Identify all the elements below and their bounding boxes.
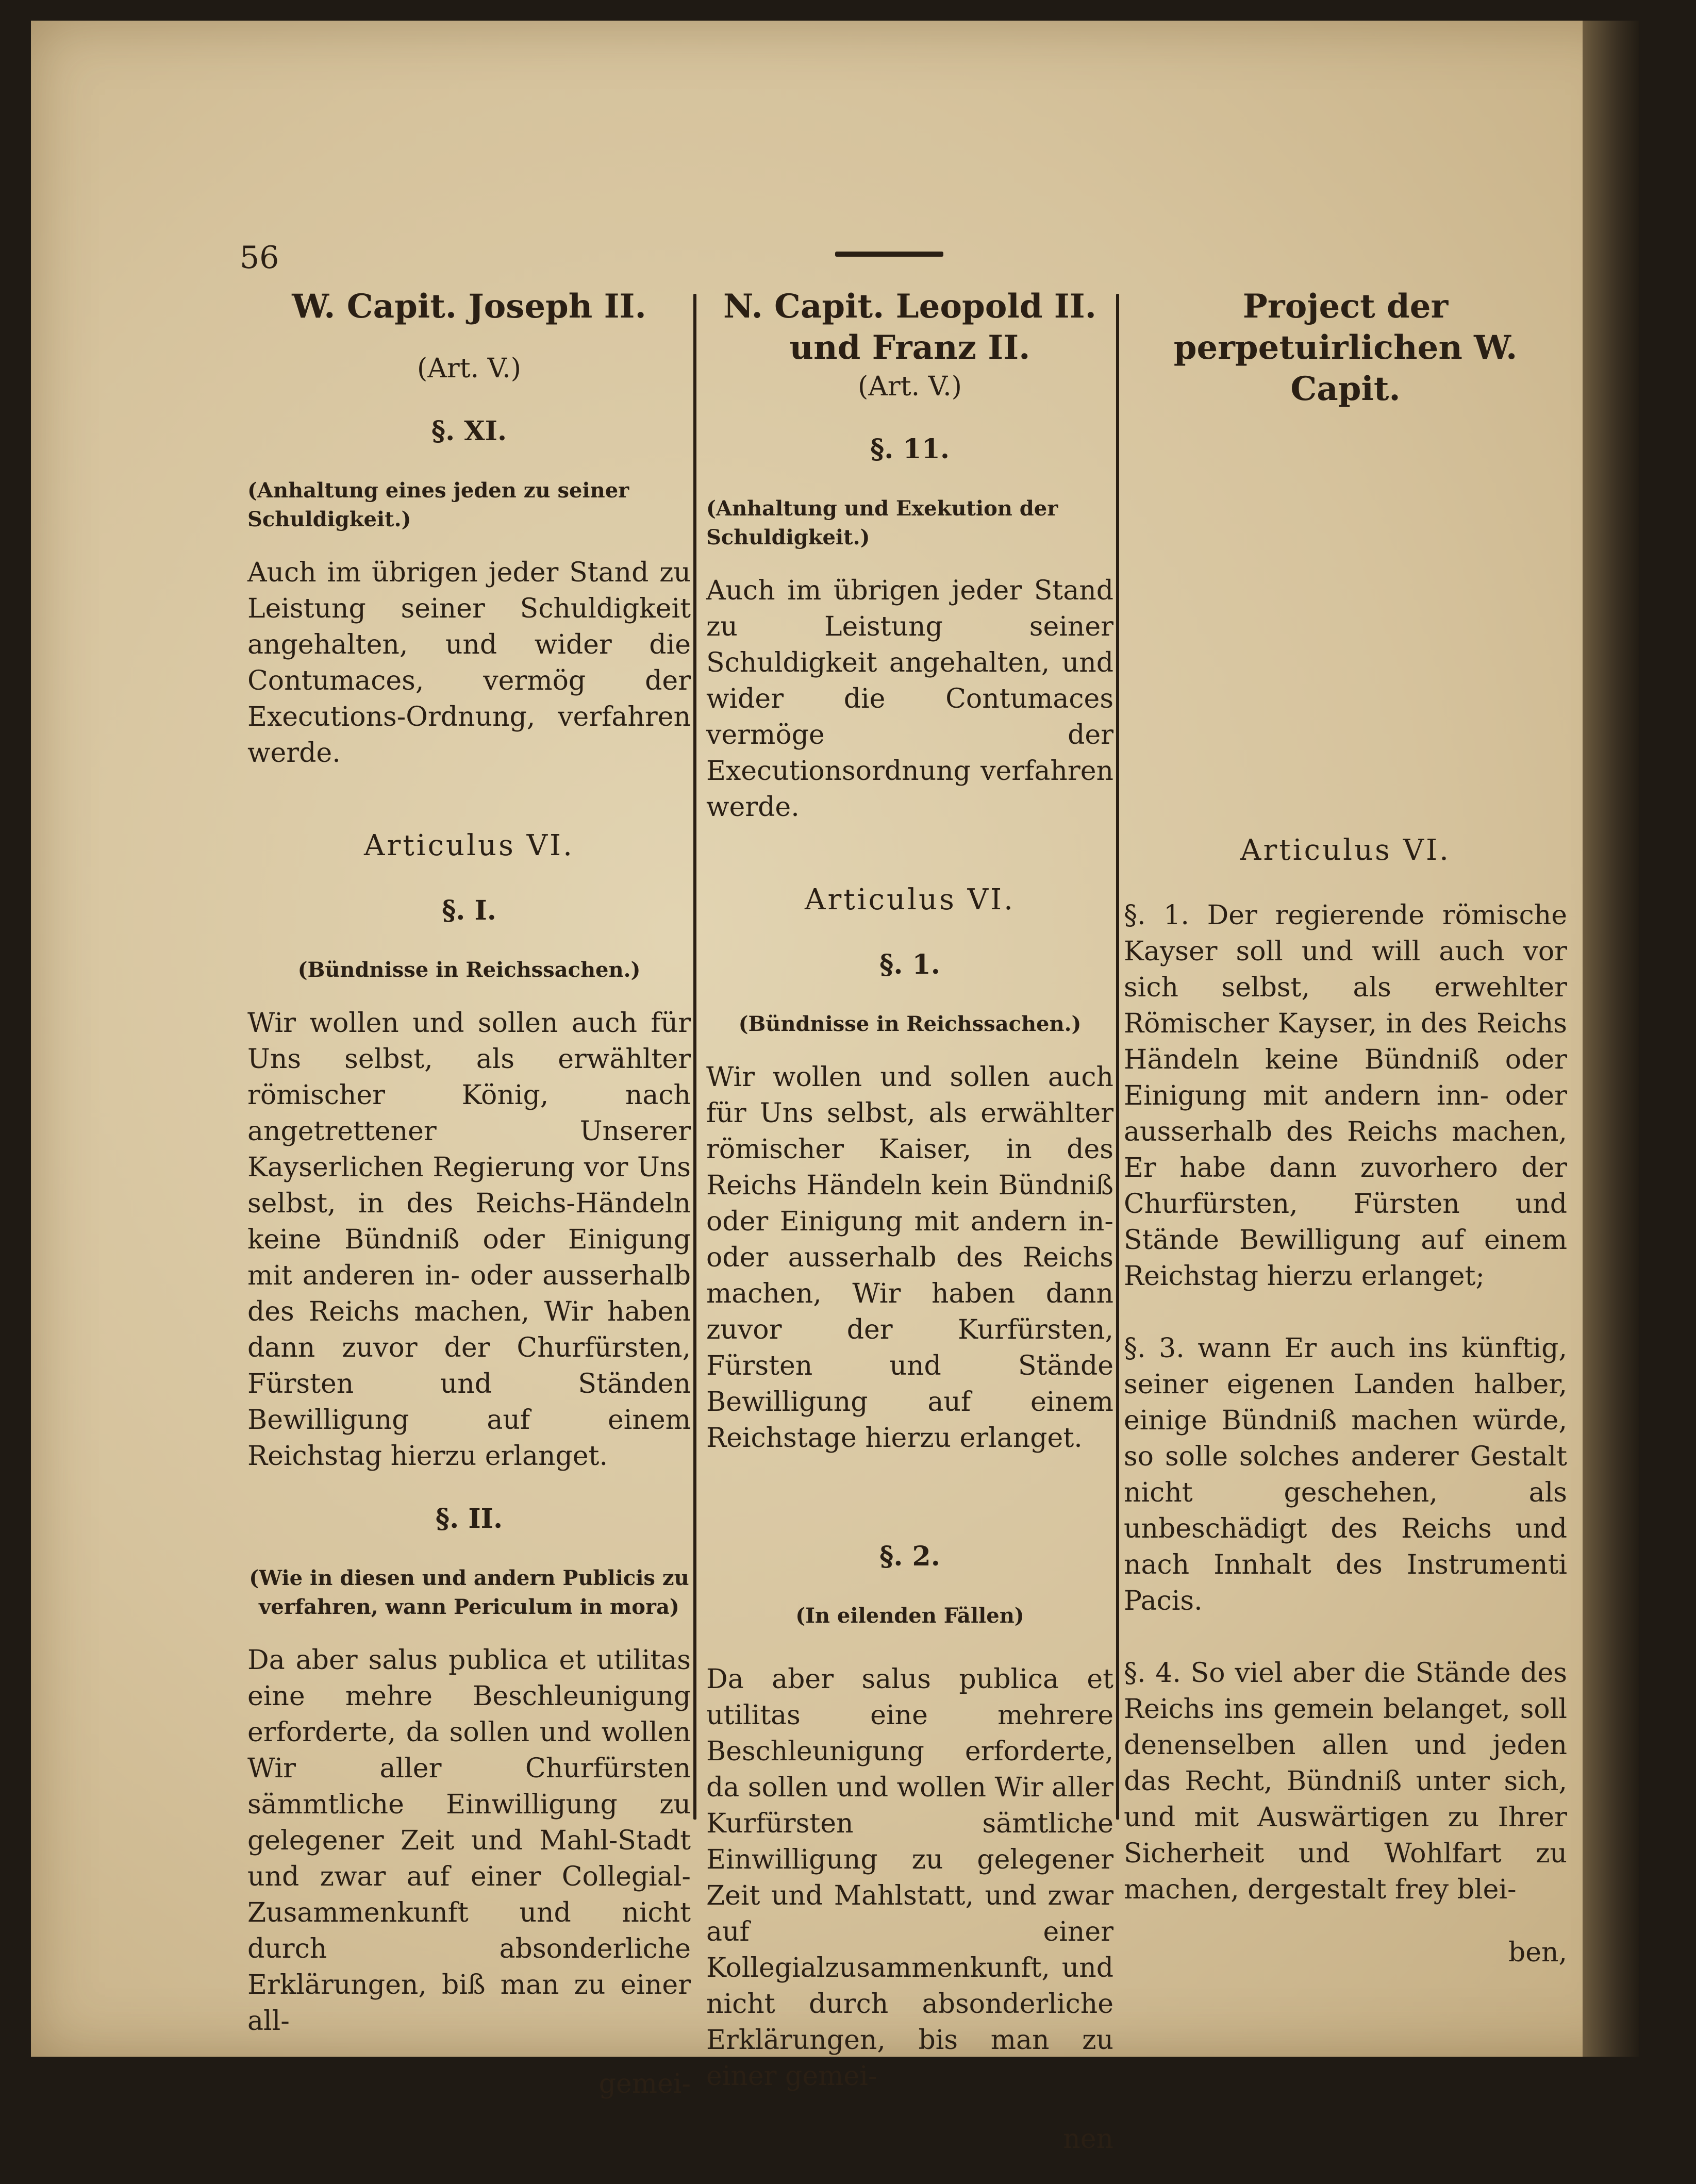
- column-heading: Project der perpetuirlichen W. Capit.: [1173, 287, 1518, 408]
- column-joseph: [247, 286, 691, 2129]
- paragraph-number: §. II.: [435, 1503, 503, 1535]
- paragraph-title: (Wie in diesen und andern Publicis zu verfahren, wann Periculum in mora): [249, 1566, 689, 1619]
- catchword: ben,: [1508, 1937, 1567, 1968]
- paragraph-number: §. XI.: [431, 415, 507, 447]
- header-rule: [835, 252, 943, 257]
- book-spine: [1583, 21, 1639, 2057]
- column-heading: W. Capit. Joseph II.: [292, 287, 646, 326]
- paragraph-text: §. 3. wann Er auch ins künftig, seiner eigenen Landen halber, einige Bündniß machen würde, so solle solches anderer Gestalt nicht geschehen, als unbeschädigt des Reichs und nach Innhalt des Instrumenti Pacis.: [1124, 1333, 1567, 1616]
- article-heading: Articulus VI.: [1240, 833, 1451, 867]
- paragraph-text: Auch im übrigen jeder Stand zu Leistung seiner Schuldigkeit angehalten, und wider die Contumaces, vermög der Executions-Ordnung, verfahren werde.: [247, 557, 691, 769]
- paragraph-text: Da aber salus publica et utilitas eine mehre Beschleunigung erforderte, da sollen und wollen Wir aller Churfürsten sämmtliche Einwilligung zu gelegener Zeit und Mahl-Stadt und zwar auf einer Collegial-Zusammenkunft und nicht durch absonderliche Erklärungen, biß man zu einer all-: [247, 1645, 691, 2037]
- column-project: [1124, 286, 1567, 1997]
- paragraph-number: §. 2.: [879, 1541, 940, 1572]
- catchword: gemei-: [598, 2069, 691, 2099]
- column-divider-right: [1116, 294, 1119, 1820]
- book-page: [31, 21, 1639, 2155]
- paragraph-text: §. 4. So viel aber die Stände des Reichs ins gemein belanget, soll denenselben allen und jeden das Recht, Bündniß unter sich, und mit Auswärtigen zu Ihrer Sicherheit und Wohlfart zu machen, dergestalt frey blei-: [1124, 1658, 1567, 1905]
- paragraph-text: Da aber salus publica et utilitas eine mehrere Beschleunigung erforderte, da sollen und wollen Wir aller Kurfürsten sämtliche Einwilligung zu gelegener Zeit und Mahlstatt, und zwar auf einer Kollegialzusammenkunft, und nicht durch absonderliche Erklärungen, bis man zu einer gemei-: [706, 1664, 1113, 2092]
- paragraph-title: (Bündnisse in Reichssachen.): [297, 958, 641, 982]
- column-leopold-franz: [706, 286, 1113, 2184]
- paragraph-number: §. I.: [442, 895, 496, 926]
- paragraph-number: §. 1.: [879, 949, 940, 980]
- article-label: (Art. V.): [417, 353, 521, 384]
- article-heading: Articulus VI.: [805, 883, 1015, 916]
- paragraph-title: (In eilenden Fällen): [795, 1604, 1024, 1628]
- paragraph-text: Auch im übrigen jeder Stand zu Leistung seiner Schuldigkeit angehalten, und wider die Contumaces vermöge der Executionsordnung verfahren werde.: [706, 575, 1113, 823]
- column-divider-left: [693, 294, 696, 1820]
- article-label: (Art. V.): [858, 371, 962, 402]
- paragraph-number: §. 11.: [870, 434, 950, 465]
- catchword: nen: [1063, 2124, 1113, 2155]
- column-heading: N. Capit. Leopold II. und Franz II.: [723, 287, 1096, 367]
- page-number: 56: [240, 240, 279, 276]
- article-heading: Articulus VI.: [364, 829, 574, 862]
- paragraph-text: Wir wollen und sollen auch für Uns selbst, als erwählter römischer König, nach angetrettener Unserer Kayserlichen Regierung vor Uns selbst, in des Reichs-Händeln keine Bündniß oder Einigung mit anderen in- oder ausserhalb des Reichs machen, Wir haben dann zuvor der Churfürsten, Fürsten und Ständen Bewilligung auf einem Reichstag hierzu erlanget.: [247, 1008, 691, 1472]
- paragraph-title: (Bündnisse in Reichssachen.): [738, 1012, 1082, 1036]
- paragraph-title: (Anhaltung und Exekution der Schuldigkeit.): [706, 496, 1058, 549]
- paragraph-text: Wir wollen und sollen auch für Uns selbst, als erwählter römischer Kaiser, in des Reichs Händeln kein Bündniß oder Einigung mit andern in- oder ausserhalb des Reichs machen, Wir haben dann zuvor der Kurfürsten, Fürsten und Stände Bewilligung auf einem Reichstage hierzu erlanget.: [706, 1062, 1113, 1454]
- paragraph-title: (Anhaltung eines jeden zu seiner Schuldigkeit.): [247, 478, 629, 531]
- paragraph-text: §. 1. Der regierende römische Kayser soll und will auch vor sich selbst, als erwehlter Römischer Kayser, in des Reichs Händeln keine Bündniß oder Einigung mit andern inn- oder ausserhalb des Reichs machen, Er habe dann zuvorhero der Churfürsten, Fürsten und Stände Bewilligung auf einem Reichstag hierzu erlanget;: [1124, 900, 1567, 1292]
